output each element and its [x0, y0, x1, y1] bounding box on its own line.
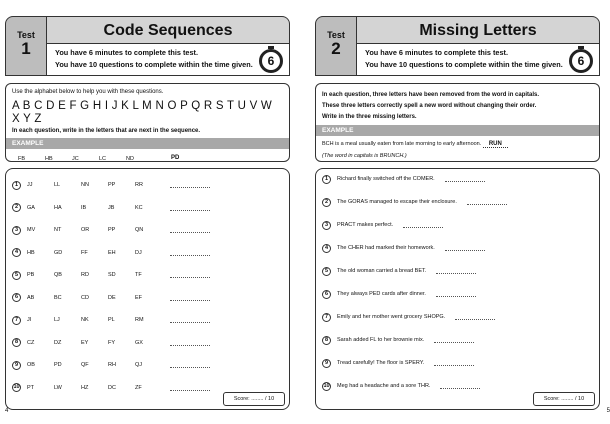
question-row [322, 242, 593, 254]
sequence-cell: AB [27, 294, 35, 301]
page-number: 5 [606, 408, 610, 414]
question-text: Sarah added FL to her brownie mix. [337, 337, 425, 343]
question-row [12, 269, 283, 281]
test-header [5, 16, 290, 76]
test-label: Test [327, 30, 345, 40]
sequence-cell: HZ [81, 384, 89, 391]
sequence-cell: RD [81, 272, 89, 278]
question-text: Tread carefully! The floor is SPERY. [337, 360, 425, 366]
sequence-cell: EF [135, 294, 143, 301]
alphabet-reference: A B C D E F G H I J K L M N O P Q R S T U V W X Y Z [12, 100, 273, 125]
stopwatch-icon [258, 46, 284, 73]
question-number: 5 [12, 271, 21, 280]
instruction-text: In each question, three letters have been removed from the word in capitals. [322, 92, 540, 98]
test-header [315, 16, 600, 76]
answer-field[interactable] [170, 362, 210, 368]
sequence-cell: LJ [54, 317, 60, 323]
score-box: Score: ........ / 10 [223, 392, 285, 406]
instructions-box [315, 83, 600, 162]
answer-field[interactable] [170, 250, 210, 256]
example-sentence: BCH is a meal usually eaten from late morning to early afternoon. [322, 141, 482, 147]
sequence-cell: GD [54, 249, 63, 256]
answer-field[interactable] [403, 222, 443, 228]
sequence-cell: NT [54, 227, 62, 233]
answer-field[interactable] [170, 340, 210, 346]
example-note: (The word in capitals is BRUNCH.) [322, 153, 407, 159]
sequence-cell: DE [108, 294, 116, 301]
question-row [12, 337, 283, 349]
answer-field[interactable] [440, 383, 480, 389]
sequence-cell: GX [135, 339, 143, 346]
sequence-cell: JB [108, 204, 115, 211]
example-label: EXAMPLE [6, 138, 289, 149]
question-number: 2 [12, 203, 21, 212]
stopwatch-icon [568, 46, 594, 73]
sequence-cell: KC [135, 204, 143, 211]
question-number: 9 [12, 361, 21, 370]
sequence-cell: RR [135, 182, 143, 188]
example-cell: LC [99, 155, 107, 162]
sequence-cell: SD [108, 272, 116, 278]
sequence-cell: QB [54, 272, 62, 278]
time-line-2: You have 10 questions to complete within the time given. [365, 60, 563, 69]
question-number: 10 [323, 382, 330, 389]
sequence-cell: DZ [54, 339, 62, 346]
question-row [12, 202, 283, 214]
sequence-cell: GA [27, 204, 35, 211]
question-number: 4 [12, 248, 21, 257]
question-number: 6 [12, 293, 21, 302]
instruction-text: These three letters correctly spell a new word without changing their order. [322, 103, 537, 109]
question-number: 2 [322, 198, 331, 207]
page-left [5, 16, 290, 414]
score-box: Score: ........ / 10 [533, 392, 595, 406]
question-text: The CHER had marked their homework. [337, 245, 435, 251]
sequence-cell: HB [27, 249, 35, 256]
sequence-cell: JJ [27, 182, 33, 188]
answer-field[interactable] [170, 317, 210, 323]
page-number: 4 [5, 408, 9, 414]
test-number: 2 [331, 39, 341, 58]
sequence-cell: FY [108, 339, 116, 346]
example-cell: FB [18, 155, 26, 162]
test-number: 1 [21, 39, 31, 58]
sequence-cell: FF [81, 249, 88, 256]
question-row [12, 314, 283, 326]
time-line-1: You have 6 minutes to complete this test. [55, 48, 198, 57]
answer-field[interactable] [170, 205, 210, 211]
answer-field[interactable] [170, 227, 210, 233]
answer-field[interactable] [436, 268, 476, 274]
sequence-cell: RM [135, 317, 144, 323]
test-label: Test [17, 30, 35, 40]
sequence-cell: QF [81, 362, 89, 368]
example-cell: JC [72, 155, 79, 162]
test-number-box [5, 16, 47, 76]
sequence-cell: HA [54, 204, 62, 211]
sequence-cell: PD [54, 362, 62, 368]
instruction-text: Use the alphabet below to help you with these questions. [12, 89, 164, 95]
sequence-cell: MV [27, 227, 36, 233]
answer-field[interactable] [434, 360, 474, 366]
sequence-cell: LL [54, 182, 61, 188]
sequence-cell: EY [81, 339, 89, 346]
answer-field[interactable] [467, 199, 507, 205]
stopwatch-number: 6 [577, 54, 585, 68]
sequence-cell: CD [81, 294, 89, 301]
example-text [316, 136, 599, 160]
questions-box [315, 168, 600, 410]
question-row [322, 196, 593, 208]
page-title: Code Sequences [47, 16, 290, 44]
question-row [322, 311, 593, 323]
question-number: 8 [12, 338, 21, 347]
sequence-cell: NN [81, 182, 89, 188]
sequence-cell: PP [108, 227, 116, 233]
example-label: EXAMPLE [316, 125, 599, 136]
answer-field[interactable] [434, 337, 474, 343]
answer-field[interactable] [445, 176, 485, 182]
example-answer: RUN [483, 141, 508, 148]
question-text: The old woman carried a bread BET. [337, 268, 427, 274]
example-answer: PD [163, 155, 187, 162]
question-number: 3 [322, 221, 331, 230]
sequence-cell: QJ [135, 362, 143, 368]
answer-field[interactable] [436, 291, 476, 297]
question-number: 7 [12, 316, 21, 325]
sequence-cell: PT [27, 384, 35, 391]
answer-field[interactable] [170, 272, 210, 278]
example-cell: HB [45, 155, 53, 162]
page-right [315, 16, 610, 414]
question-number: 1 [12, 181, 21, 190]
sequence-cell: PL [108, 317, 115, 323]
question-number: 10 [13, 384, 20, 390]
instruction-text: Write in the three missing letters. [322, 114, 417, 120]
answer-field[interactable] [455, 314, 495, 320]
question-row [322, 334, 593, 346]
time-box [47, 44, 290, 76]
answer-field[interactable] [170, 295, 210, 301]
question-row [322, 265, 593, 277]
questions-box [5, 168, 290, 410]
sequence-cell: PB [27, 272, 35, 278]
sequence-cell: QN [135, 227, 144, 233]
sequence-cell: DC [108, 384, 116, 391]
sequence-cell: NK [81, 317, 89, 323]
sequence-cell: IB [81, 204, 87, 211]
sequence-cell: TF [135, 272, 142, 278]
question-number: 8 [322, 336, 331, 345]
sequence-cell: OR [81, 227, 90, 233]
question-number: 7 [322, 313, 331, 322]
page-title: Missing Letters [357, 16, 600, 44]
question-number: 4 [322, 244, 331, 253]
sequence-cell: LW [54, 384, 62, 391]
question-row [322, 380, 593, 392]
question-number: 9 [322, 359, 331, 368]
example-cell: ND [126, 155, 134, 162]
question-row [322, 173, 593, 185]
question-row [322, 357, 593, 369]
sequence-cell: EH [108, 249, 116, 256]
question-row [12, 247, 283, 259]
sequence-cell: OB [27, 362, 35, 368]
question-text: Meg had a headache and a sore THR. [337, 383, 431, 389]
sequence-cell: CZ [27, 339, 35, 346]
sequence-cell: BC [54, 294, 62, 301]
example-row [6, 149, 289, 162]
question-text: Richard finally switched off the COMER. [337, 176, 435, 182]
test-number-box [315, 16, 357, 76]
question-number: 3 [12, 226, 21, 235]
answer-field[interactable] [445, 245, 485, 251]
question-row [12, 179, 283, 191]
question-row [12, 292, 283, 304]
instruction-text: In each question, write in the letters that are next in the sequence. [12, 128, 201, 134]
stopwatch-number: 6 [267, 54, 275, 68]
answer-field[interactable] [170, 385, 210, 391]
sequence-cell: JI [27, 317, 32, 323]
sequence-cell: DJ [135, 249, 142, 256]
question-number: 5 [322, 267, 331, 276]
question-row [12, 359, 283, 371]
answer-field[interactable] [170, 182, 210, 188]
time-line-1: You have 6 minutes to complete this test. [365, 48, 508, 57]
question-row [12, 224, 283, 236]
question-row [322, 288, 593, 300]
instructions-box [5, 83, 290, 162]
question-text: Emily and her mother went grocery SHOPG. [337, 314, 446, 320]
question-row [322, 219, 593, 231]
sequence-cell: RH [108, 362, 116, 368]
sequence-cell: ZF [135, 384, 142, 391]
question-number: 6 [322, 290, 331, 299]
sequence-cell: PP [108, 182, 116, 188]
question-text: PRACT makes perfect. [337, 222, 394, 228]
time-box [357, 44, 600, 76]
question-text: They always PED cards after dinner. [337, 291, 426, 297]
time-line-2: You have 10 questions to complete within the time given. [55, 60, 253, 69]
question-text: The GORAS managed to escape their enclosure. [337, 199, 457, 205]
question-number: 1 [322, 175, 331, 184]
